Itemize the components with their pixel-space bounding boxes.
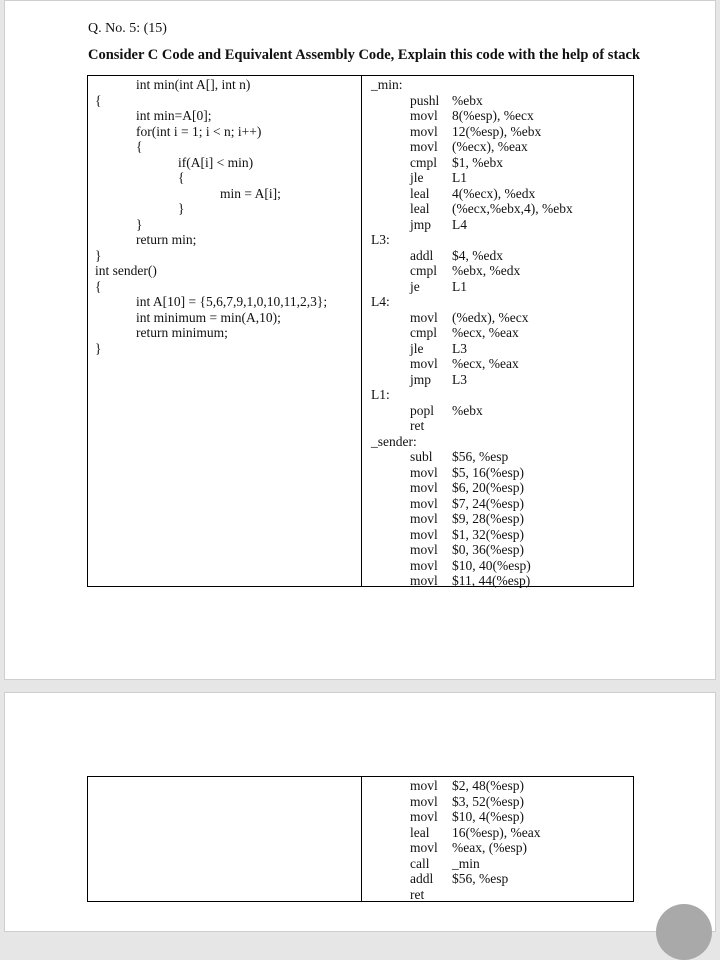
- asm-operand: $10, 4(%esp): [452, 809, 524, 824]
- c-code-line: int sender(): [95, 263, 157, 278]
- asm-operand: L1: [452, 170, 467, 185]
- column-divider: [361, 76, 362, 586]
- asm-instruction: movl: [410, 557, 438, 573]
- asm-operand: 4(%ecx), %edx: [452, 185, 536, 201]
- asm-operand: L3: [452, 371, 467, 387]
- asm-instruction: movl: [410, 480, 438, 495]
- asm-operand: $1, 32(%esp): [452, 526, 524, 542]
- document-page-2: [4, 692, 716, 932]
- asm-instruction: movl: [410, 495, 438, 511]
- asm-instruction: movl: [410, 542, 438, 557]
- asm-operand: %ebx: [452, 402, 483, 418]
- c-code-line: if(A[i] < min): [178, 154, 254, 170]
- c-code-line: {: [136, 139, 143, 154]
- asm-operand: $3, 52(%esp): [452, 793, 524, 809]
- asm-instruction: jmp: [410, 216, 432, 232]
- asm-operand: %eax, (%esp): [452, 840, 527, 855]
- asm-instruction: movl: [410, 526, 438, 542]
- asm-instruction: jmp: [410, 371, 432, 387]
- c-code-line: }: [95, 340, 102, 356]
- code-table-continued: [87, 776, 634, 902]
- asm-instruction: addl: [410, 247, 434, 263]
- c-code-line: int minimum = min(A,10);: [136, 309, 281, 325]
- asm-operand: (%ecx), %eax: [452, 139, 528, 154]
- question-number: Q. No. 5: (15): [88, 21, 167, 36]
- asm-operand: $7, 24(%esp): [452, 495, 524, 511]
- asm-operand: $11, 44(%esp): [452, 573, 531, 588]
- asm-operand: $5, 16(%esp): [452, 464, 524, 480]
- asm-operand: 8(%esp), %ecx: [452, 108, 534, 123]
- asm-operand: $56, %esp: [452, 449, 509, 464]
- asm-instruction: popl: [410, 402, 435, 418]
- asm-label: _min:: [371, 77, 403, 92]
- c-code-line: {: [95, 92, 102, 108]
- asm-instruction: movl: [410, 840, 438, 855]
- asm-instruction: movl: [410, 793, 438, 809]
- asm-instruction: subl: [410, 449, 433, 464]
- c-code-line: return min;: [136, 232, 197, 247]
- asm-instruction: jle: [410, 170, 424, 185]
- c-code-line: return minimum;: [136, 325, 228, 340]
- c-code-line: int A[10] = {5,6,7,9,1,0,10,11,2,3};: [136, 294, 328, 309]
- asm-instruction: movl: [410, 809, 438, 824]
- document-page-1: [4, 0, 716, 680]
- asm-instruction: ret: [410, 886, 425, 902]
- asm-operand: (%ecx,%ebx,4), %ebx: [452, 201, 573, 216]
- c-code-line: }: [95, 247, 102, 263]
- asm-instruction: cmpl: [410, 263, 437, 278]
- asm-operand: $9, 28(%esp): [452, 511, 524, 526]
- asm-operand: 16(%esp), %eax: [452, 824, 541, 840]
- asm-instruction: addl: [410, 871, 434, 886]
- c-code-line: for(int i = 1; i < n; i++): [136, 123, 262, 139]
- assembly-code-column: [364, 76, 633, 586]
- asm-instruction: jle: [410, 340, 424, 356]
- asm-operand: $4, %edx: [452, 247, 503, 263]
- asm-instruction: movl: [410, 139, 438, 154]
- asm-operand: %ecx, %eax: [452, 325, 519, 340]
- c-code-line: int min(int A[], int n): [136, 77, 251, 92]
- asm-instruction: cmpl: [410, 154, 437, 170]
- scroll-to-top-button[interactable]: [656, 904, 712, 960]
- asm-instruction: call: [410, 855, 430, 871]
- c-code-line: min = A[i];: [220, 185, 281, 201]
- asm-operand: (%edx), %ecx: [452, 309, 529, 325]
- asm-label: L4:: [371, 294, 390, 309]
- asm-instruction: movl: [410, 123, 438, 139]
- asm-instruction: je: [410, 278, 420, 294]
- asm-instruction: movl: [410, 108, 438, 123]
- question-title: Consider C Code and Equivalent Assembly Code, Explain this code with the help of stack: [88, 47, 641, 63]
- asm-instruction: movl: [410, 309, 438, 325]
- asm-label: L3:: [371, 232, 390, 247]
- c-code-line: }: [178, 201, 185, 216]
- asm-operand: L4: [452, 216, 467, 232]
- asm-operand: $56, %esp: [452, 871, 509, 886]
- asm-operand: %ecx, %eax: [452, 356, 519, 371]
- asm-operand: $6, 20(%esp): [452, 480, 524, 495]
- asm-instruction: movl: [410, 573, 438, 588]
- asm-instruction: leal: [410, 185, 430, 201]
- asm-operand: L3: [452, 340, 467, 356]
- asm-operand: $1, %ebx: [452, 154, 503, 170]
- code-table: [87, 75, 634, 587]
- column-divider: [361, 777, 362, 901]
- c-code-line: {: [95, 278, 102, 294]
- asm-instruction: movl: [410, 464, 438, 480]
- asm-operand: %ebx: [452, 92, 483, 108]
- asm-instruction: movl: [410, 356, 438, 371]
- asm-operand: $2, 48(%esp): [452, 778, 524, 793]
- asm-instruction: movl: [410, 511, 438, 526]
- asm-operand: 12(%esp), %ebx: [452, 123, 542, 139]
- asm-instruction: leal: [410, 201, 430, 216]
- asm-operand: $0, 36(%esp): [452, 542, 524, 557]
- c-code-line: int min=A[0];: [136, 108, 212, 123]
- asm-instruction: leal: [410, 824, 430, 840]
- asm-label: L1:: [371, 387, 390, 402]
- asm-instruction: pushl: [410, 92, 440, 108]
- asm-operand: $10, 40(%esp): [452, 557, 531, 573]
- asm-operand: %ebx, %edx: [452, 263, 521, 278]
- asm-instruction: ret: [410, 418, 425, 433]
- asm-instruction: movl: [410, 778, 438, 793]
- assembly-code-column-continued: [364, 777, 633, 901]
- asm-instruction: cmpl: [410, 325, 437, 340]
- c-code-line: }: [136, 216, 143, 232]
- c-code-line: {: [178, 170, 185, 185]
- asm-operand: _min: [452, 855, 480, 871]
- asm-label: _sender:: [371, 433, 417, 449]
- asm-operand: L1: [452, 278, 467, 294]
